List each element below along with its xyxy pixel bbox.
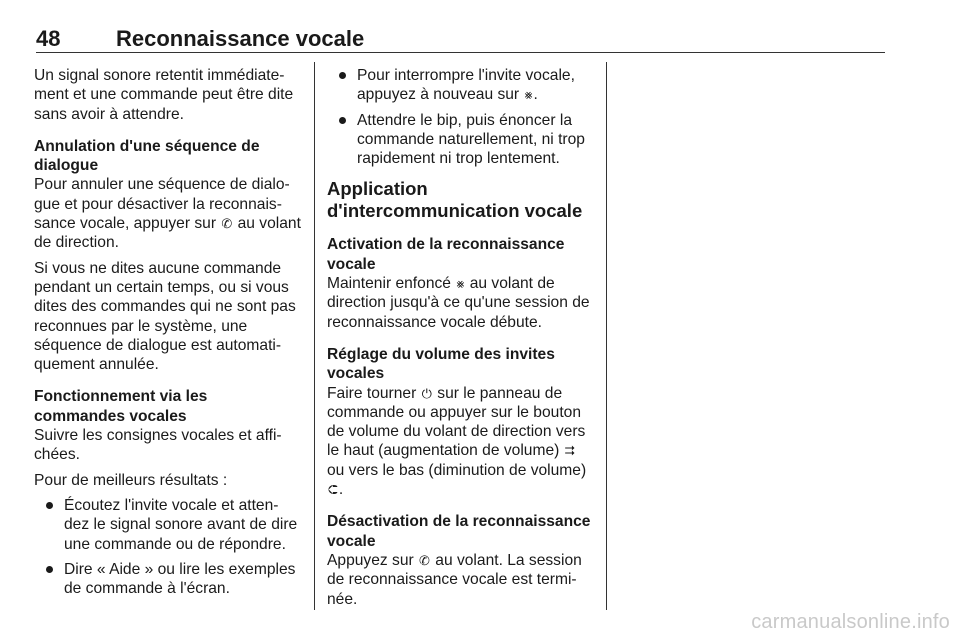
volume-down-icon: ⮈ bbox=[328, 482, 338, 498]
paragraph: Faire tourner ⏻ sur le panneau de commande ou appuyer sur le bouton de volume du volant de direction vers le haut (augmentation de volume) ⮆ ou vers le bas (diminution de volume) ⮈. bbox=[327, 384, 587, 499]
page-header bbox=[36, 22, 885, 53]
list-item: Dire « Aide » ou lire les exemples de commande à l'écran. bbox=[34, 560, 302, 599]
subheading: Réglage du volume des invites vocales bbox=[327, 345, 555, 383]
paragraph: Appuyez sur ✆ au volant. La session de reconnaissance vocale est termi-née. bbox=[327, 551, 582, 608]
paragraph: Un signal sonore retentit immédiate-ment et une commande peut être dite sans avoir à attendre. bbox=[34, 67, 294, 123]
phone-hangup-icon: ✆ bbox=[221, 216, 233, 232]
section-heading: Application d'intercommunication vocale bbox=[327, 178, 583, 222]
paragraph: Suivre les consignes vocales et affi-chées. bbox=[34, 427, 282, 464]
page-title: Reconnaissance vocale bbox=[116, 26, 365, 51]
watermark-logo: carmanualsonline.info bbox=[751, 611, 950, 633]
subheading: Annulation d'une séquence de dialogue bbox=[34, 137, 260, 175]
paragraph: Si vous ne dites aucune commande pendant un certain temps, ou si vous dites des commandes qui ne sont pas reconnues par le système, une séquence de dialogue est automati-quement annulée. bbox=[34, 259, 296, 374]
page-number: 48 bbox=[36, 26, 61, 51]
list-item: Attendre le bip, puis énoncer la commande naturellement, ni trop rapidement ni trop lentement. bbox=[327, 111, 595, 169]
subheading: Désactivation de la reconnaissance vocale bbox=[327, 513, 591, 550]
phone-hangup-icon: ✆ bbox=[419, 552, 430, 568]
voice-control-icon: ⨳ bbox=[524, 87, 533, 103]
column-divider-right bbox=[606, 62, 607, 610]
column-left bbox=[34, 66, 302, 604]
column-middle bbox=[327, 66, 595, 615]
paragraph: Pour annuler une séquence de dialo-gue et pour désactiver la reconnais-sance vocale, appuyer sur ✆ au volant de direction. bbox=[34, 176, 301, 252]
power-knob-icon: ⏻ bbox=[421, 385, 432, 401]
volume-up-icon: ⮆ bbox=[564, 443, 576, 459]
subheading: Activation de la reconnaissance vocale bbox=[327, 236, 565, 273]
paragraph: Pour de meilleurs résultats : bbox=[34, 471, 228, 489]
paragraph: Maintenir enfoncé ⨳ au volant de direction jusqu'à ce qu'une session de reconnaissance vocale débute. bbox=[327, 275, 590, 331]
column-divider-left bbox=[314, 62, 315, 610]
list-item: Pour interrompre l'invite vocale, appuyez à nouveau sur ⨳. bbox=[327, 66, 595, 105]
list-item: Écoutez l'invite vocale et atten-dez le signal sonore avant de dire une commande ou de répondre. bbox=[34, 496, 302, 554]
voice-control-icon: ⨳ bbox=[456, 276, 465, 292]
subheading: Fonctionnement via les commandes vocales bbox=[34, 388, 208, 425]
